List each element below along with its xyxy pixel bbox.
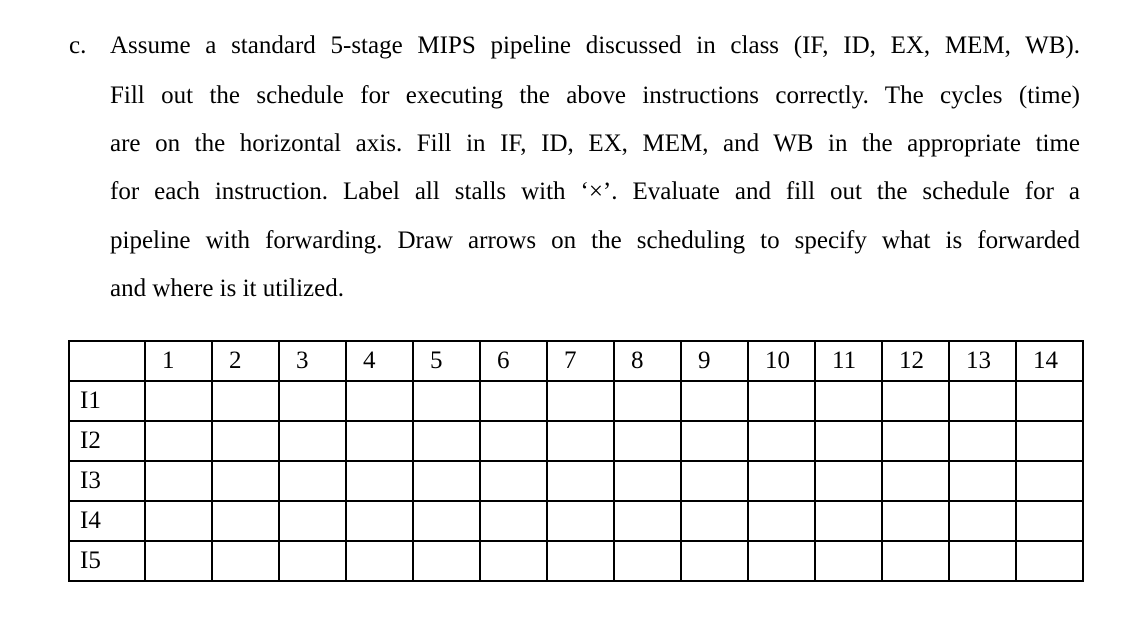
schedule-cell[interactable] <box>547 381 614 421</box>
instruction-label: I4 <box>69 501 145 541</box>
schedule-cell[interactable] <box>413 541 480 581</box>
instruction-label: I3 <box>69 461 145 501</box>
cycle-header-2: 2 <box>212 341 279 381</box>
cycle-header-12: 12 <box>882 341 949 381</box>
schedule-cell[interactable] <box>882 381 949 421</box>
cycle-header-10: 10 <box>748 341 815 381</box>
instruction-row <box>69 421 1083 461</box>
schedule-cell[interactable] <box>748 501 815 541</box>
schedule-cell[interactable] <box>815 541 882 581</box>
schedule-cell[interactable] <box>279 541 346 581</box>
instruction-row <box>69 501 1083 541</box>
schedule-cell[interactable] <box>815 421 882 461</box>
question-line-1: Assume a standard 5-stage MIPS pipeline discussed in class (IF, ID, EX, MEM, WB). <box>110 32 1080 59</box>
schedule-cell[interactable] <box>748 421 815 461</box>
schedule-cell[interactable] <box>279 381 346 421</box>
schedule-cell[interactable] <box>681 541 748 581</box>
schedule-cell[interactable] <box>212 541 279 581</box>
schedule-cell[interactable] <box>882 421 949 461</box>
schedule-cell[interactable] <box>346 461 413 501</box>
cycle-header-9: 9 <box>681 341 748 381</box>
corner-cell <box>69 341 145 381</box>
schedule-cell[interactable] <box>815 501 882 541</box>
schedule-cell[interactable] <box>748 541 815 581</box>
instruction-row <box>69 381 1083 421</box>
schedule-cell[interactable] <box>547 541 614 581</box>
schedule-cell[interactable] <box>815 461 882 501</box>
schedule-cell[interactable] <box>212 461 279 501</box>
question-line-3: are on the horizontal axis. Fill in IF, ID, EX, MEM, and WB in the appropriate time <box>110 130 1080 157</box>
schedule-cell[interactable] <box>279 461 346 501</box>
schedule-cell[interactable] <box>882 541 949 581</box>
instruction-row <box>69 541 1083 581</box>
schedule-cell[interactable] <box>346 421 413 461</box>
schedule-cell[interactable] <box>949 501 1016 541</box>
schedule-cell[interactable] <box>480 501 547 541</box>
schedule-cell[interactable] <box>748 461 815 501</box>
schedule-cell[interactable] <box>279 501 346 541</box>
schedule-cell[interactable] <box>145 541 212 581</box>
schedule-cell[interactable] <box>145 501 212 541</box>
schedule-cell[interactable] <box>949 421 1016 461</box>
schedule-cell[interactable] <box>413 381 480 421</box>
schedule-cell[interactable] <box>614 501 681 541</box>
schedule-cell[interactable] <box>212 421 279 461</box>
schedule-cell[interactable] <box>614 381 681 421</box>
instruction-label: I1 <box>69 381 145 421</box>
schedule-cell[interactable] <box>547 421 614 461</box>
schedule-cell[interactable] <box>681 381 748 421</box>
schedule-cell[interactable] <box>815 381 882 421</box>
cycle-header-4: 4 <box>346 341 413 381</box>
question-line-5: pipeline with forwarding. Draw arrows on the scheduling to specify what is forwarded <box>110 227 1080 254</box>
cycle-header-6: 6 <box>480 341 547 381</box>
schedule-cell[interactable] <box>614 421 681 461</box>
cycle-header-14: 14 <box>1016 341 1083 381</box>
schedule-cell[interactable] <box>614 541 681 581</box>
cycle-header-5: 5 <box>413 341 480 381</box>
schedule-cell[interactable] <box>1016 541 1083 581</box>
schedule-cell[interactable] <box>949 461 1016 501</box>
schedule-cell[interactable] <box>145 381 212 421</box>
schedule-cell[interactable] <box>212 501 279 541</box>
schedule-cell[interactable] <box>413 421 480 461</box>
schedule-cell[interactable] <box>346 541 413 581</box>
schedule-cell[interactable] <box>681 421 748 461</box>
schedule-cell[interactable] <box>1016 381 1083 421</box>
schedule-cell[interactable] <box>480 541 547 581</box>
schedule-cell[interactable] <box>279 421 346 461</box>
schedule-cell[interactable] <box>547 501 614 541</box>
question-line-6: and where is it utilized. <box>110 275 344 302</box>
cycle-header-8: 8 <box>614 341 681 381</box>
instruction-label: I5 <box>69 541 145 581</box>
schedule-cell[interactable] <box>346 381 413 421</box>
schedule-cell[interactable] <box>145 461 212 501</box>
schedule-body <box>69 381 1083 581</box>
cycle-header-1: 1 <box>145 341 212 381</box>
schedule-cell[interactable] <box>882 501 949 541</box>
schedule-cell[interactable] <box>748 381 815 421</box>
schedule-cell[interactable] <box>1016 461 1083 501</box>
instruction-label: I2 <box>69 421 145 461</box>
question-line-4: for each instruction. Label all stalls with ‘×’. Evaluate and fill out the schedule for a <box>110 178 1080 205</box>
instruction-row <box>69 461 1083 501</box>
pipeline-schedule-table <box>68 340 1084 582</box>
schedule-cell[interactable] <box>1016 501 1083 541</box>
schedule-cell[interactable] <box>413 501 480 541</box>
schedule-cell[interactable] <box>949 381 1016 421</box>
schedule-cell[interactable] <box>413 461 480 501</box>
question-line-2: Fill out the schedule for executing the above instructions correctly. The cycles (time) <box>110 82 1080 109</box>
schedule-cell[interactable] <box>1016 421 1083 461</box>
schedule-cell[interactable] <box>145 421 212 461</box>
cycle-header-3: 3 <box>279 341 346 381</box>
schedule-cell[interactable] <box>882 461 949 501</box>
schedule-cell[interactable] <box>346 501 413 541</box>
schedule-cell[interactable] <box>212 381 279 421</box>
schedule-cell[interactable] <box>949 541 1016 581</box>
schedule-cell[interactable] <box>480 461 547 501</box>
cycle-header-row <box>69 341 1083 381</box>
schedule-cell[interactable] <box>681 461 748 501</box>
schedule-cell[interactable] <box>480 421 547 461</box>
schedule-cell[interactable] <box>681 501 748 541</box>
schedule-cell[interactable] <box>547 461 614 501</box>
cycle-header-7: 7 <box>547 341 614 381</box>
cycle-header-11: 11 <box>815 341 882 381</box>
question-label: c. <box>69 32 87 59</box>
schedule-cell[interactable] <box>614 461 681 501</box>
cycle-header-13: 13 <box>949 341 1016 381</box>
schedule-cell[interactable] <box>480 381 547 421</box>
